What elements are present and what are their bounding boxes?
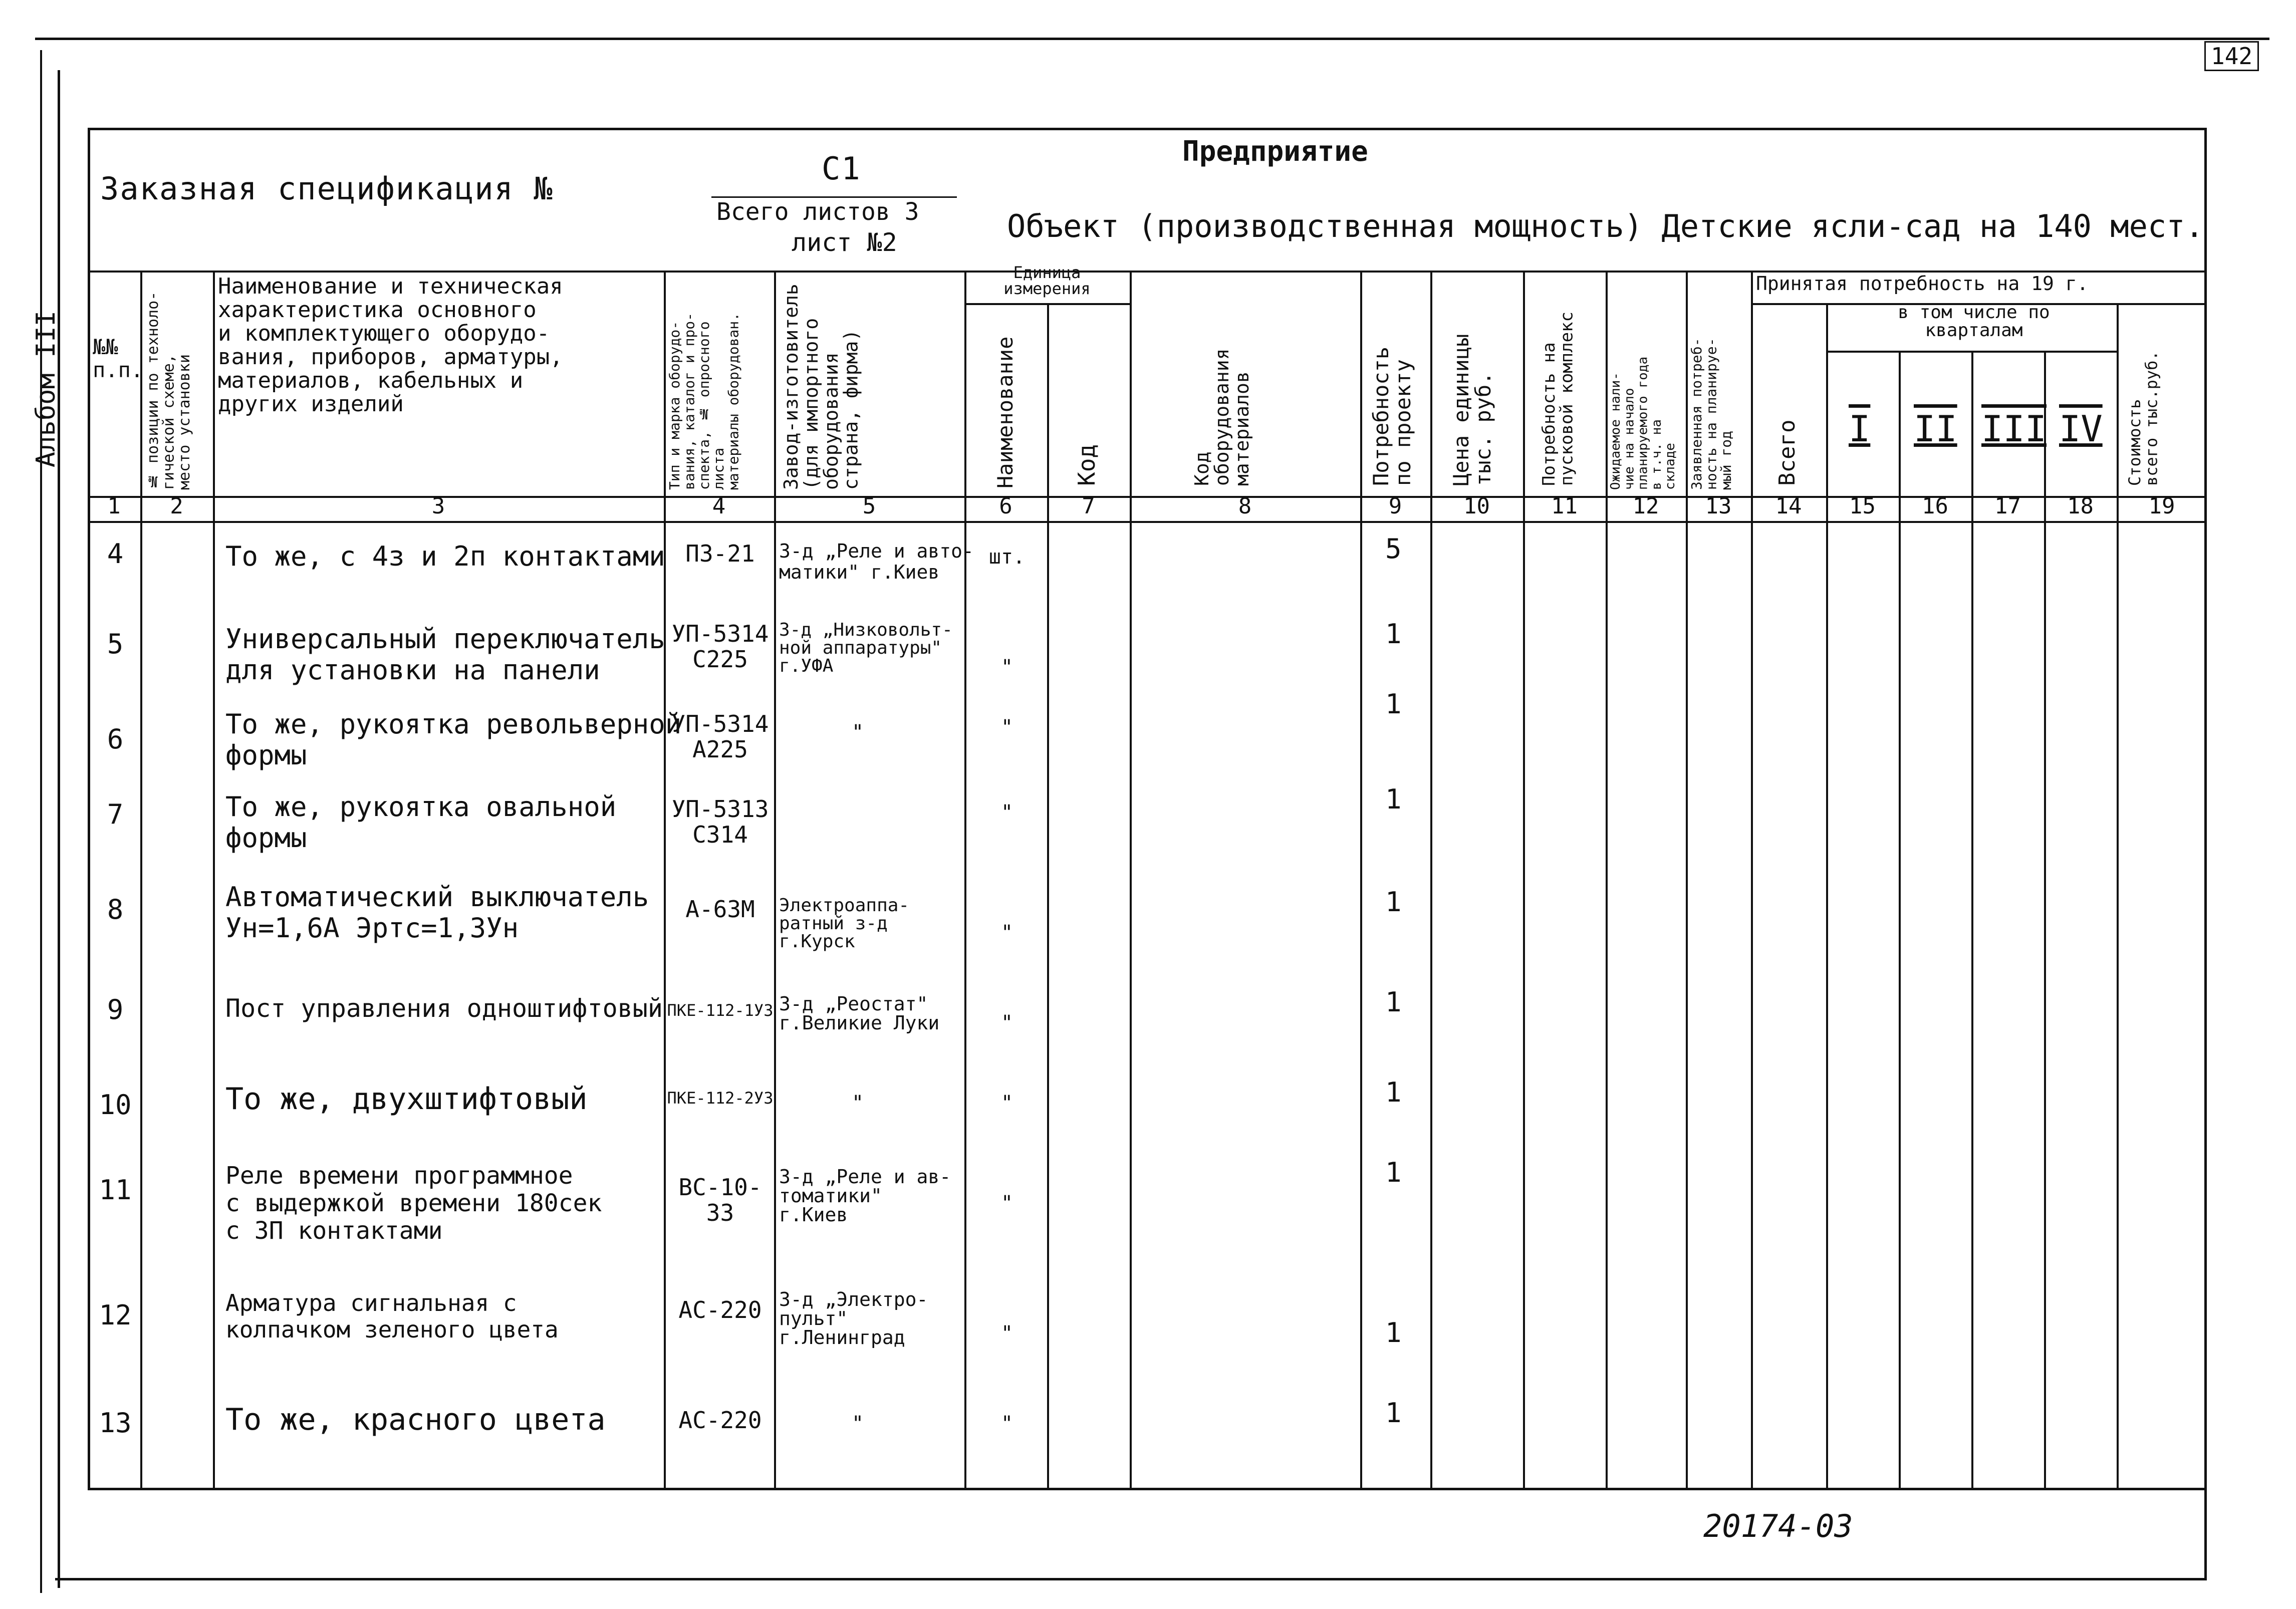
row-number: 4 <box>107 538 124 570</box>
object-label: Объект (производственная мощность) Детские ясли-сад на 140 мест. <box>1007 208 2204 244</box>
col-line <box>964 271 966 1488</box>
item-unit: " <box>1000 1322 1013 1345</box>
item-type: АС-220 <box>678 1407 762 1434</box>
row-number: 13 <box>99 1407 132 1439</box>
table-top <box>88 128 2207 130</box>
item-maker: " <box>852 1412 864 1435</box>
unit-group-header: Единица измерения <box>1003 263 1091 298</box>
item-qty: 1 <box>1385 1317 1402 1349</box>
row-number: 11 <box>99 1174 132 1206</box>
item-qty: 1 <box>1385 688 1402 720</box>
item-qty: 1 <box>1385 886 1402 918</box>
item-name: То же, рукоятка овальной формы <box>225 791 617 854</box>
item-name: Автоматический выключатель Ун=1,6А Эртс=1,3Ун <box>225 881 649 944</box>
item-maker: Электроаппа- ратный з-д г.Курск <box>779 895 910 952</box>
colnum: 13 <box>1705 493 1732 519</box>
sheet-corner-number: 142 <box>2204 41 2259 71</box>
col-line <box>1047 303 1049 1488</box>
col-line <box>213 271 215 1488</box>
item-unit: " <box>1000 1412 1013 1435</box>
row-number: 5 <box>107 628 124 660</box>
row-number: 6 <box>107 723 124 755</box>
spec-number: С1 <box>822 150 861 187</box>
col19-header: Стоимость всего тыс.руб. <box>2125 351 2161 486</box>
item-qty: 1 <box>1385 986 1402 1018</box>
colnum: 5 <box>862 493 876 519</box>
table-bottom <box>88 1488 2207 1490</box>
item-type: УП-5314 С225 <box>671 620 769 673</box>
unit-group-line <box>964 303 1130 305</box>
col13-header: Заявленная потреб- ность на планируе- мый год <box>1688 338 1734 490</box>
item-maker: З-д „Электро- пульт" г.Ленинград <box>779 1288 928 1349</box>
col-line <box>2117 303 2119 1488</box>
col-line <box>1606 271 1608 1488</box>
col3-header: Наименование и техническая характеристика основного и комплектующего оборудо- вания, приборов, арматуры, материалов, кабельных и других изделий <box>218 274 563 417</box>
item-type: УП-5314 А225 <box>671 710 769 763</box>
item-type: ПКЕ-112-1У3 <box>667 1001 774 1020</box>
col11-header: Потребность на пусковой комплекс <box>1539 312 1577 486</box>
col-line <box>1826 303 1828 1488</box>
item-unit: " <box>1000 1092 1013 1115</box>
item-unit: " <box>1000 1192 1013 1215</box>
frame-bottom <box>55 1578 2207 1580</box>
item-maker: З-д „Реле и ав- томатики" г.Киев <box>779 1166 951 1226</box>
item-qty: 1 <box>1385 1157 1402 1188</box>
col-line <box>140 271 142 1488</box>
item-unit: " <box>1000 801 1013 824</box>
col14-header: Всего <box>1774 419 1800 486</box>
colnum: 4 <box>712 493 726 519</box>
footer-code: 20174-03 <box>1703 1508 1853 1544</box>
item-type: АС-220 <box>678 1296 762 1323</box>
colnum: 3 <box>431 493 445 519</box>
item-qty: 1 <box>1385 1397 1402 1429</box>
col4-header: Тип и марка оборудо- вания, каталог и про- спекта, № опросного листа материалы оборудован. <box>666 312 742 490</box>
item-name: Пост управления одноштифтовый <box>225 994 663 1023</box>
quarters-group-line <box>1826 351 2117 353</box>
item-type: ВС-10-33 <box>678 1174 762 1226</box>
colnum: 1 <box>107 493 121 519</box>
col17-header: III <box>1981 408 2047 450</box>
frame-right <box>2204 128 2207 1580</box>
col-line <box>1686 271 1688 1488</box>
item-name: То же, красного цвета <box>225 1402 606 1437</box>
colnum: 19 <box>2148 493 2175 519</box>
item-name: Арматура сигнальная с колпачком зеленого цвета <box>225 1289 559 1343</box>
frame-left <box>58 70 60 1588</box>
colnum: 2 <box>170 493 183 519</box>
col-line <box>1360 271 1362 1488</box>
enterprise-label: Предприятие <box>1182 135 1368 168</box>
colnum: 9 <box>1388 493 1402 519</box>
item-type: УП-5313 С314 <box>671 795 769 848</box>
quarters-group-header: в том числе по кварталам <box>1898 302 2050 341</box>
left-margin-label: Альбом III <box>31 311 61 468</box>
colnum: 12 <box>1632 493 1659 519</box>
frame-outer-left <box>40 50 42 1593</box>
item-unit: " <box>1000 921 1013 944</box>
row-number: 7 <box>107 798 124 830</box>
col1-header: №№ п.п. <box>93 335 144 383</box>
col18-header: IV <box>2059 408 2103 450</box>
colnum: 16 <box>1922 493 1948 519</box>
item-type: ПЗ-21 <box>685 540 755 567</box>
sheet-number: лист №2 <box>792 228 897 257</box>
col8-header: Код оборудования материалов <box>1191 348 1253 486</box>
colnum: 7 <box>1082 493 1095 519</box>
item-name: Универсальный переключатель для установки на панели <box>225 623 665 686</box>
need-group-header: Принятая потребность на 19 г. <box>1756 273 2089 295</box>
col-line <box>1899 351 1901 1488</box>
colnum: 6 <box>999 493 1012 519</box>
row-number: 8 <box>107 894 124 925</box>
col-line <box>664 271 666 1488</box>
item-qty: 1 <box>1385 1077 1402 1108</box>
item-qty: 1 <box>1385 783 1402 815</box>
total-sheets: Всего листов 3 <box>716 198 919 226</box>
row-number: 9 <box>107 994 124 1025</box>
colnum: 15 <box>1849 493 1876 519</box>
item-maker: З-д „Реостат" г.Великие Луки <box>779 993 940 1034</box>
col-line <box>1130 271 1132 1488</box>
colnum-bottom <box>88 521 2207 523</box>
colnum: 17 <box>1994 493 2021 519</box>
col-line <box>1523 271 1525 1488</box>
colnum: 18 <box>2067 493 2094 519</box>
item-type: А-63М <box>685 896 755 923</box>
colnum: 10 <box>1463 493 1490 519</box>
col16-header: II <box>1914 408 1957 450</box>
item-qty: 1 <box>1385 618 1402 650</box>
row-number: 10 <box>99 1089 132 1121</box>
item-qty: 5 <box>1385 533 1402 565</box>
item-name: То же, двухштифтовый <box>225 1082 588 1117</box>
item-name: Реле времени программное с выдержкой времени 180сек с 3П контактами <box>225 1162 602 1245</box>
item-maker: З-д „Низковольт- ной аппаратуры" г.УФА <box>779 620 953 676</box>
col15-header: I <box>1849 408 1871 450</box>
col9-header: Потребность по проекту <box>1369 346 1416 486</box>
col-line <box>2044 351 2046 1488</box>
col2-header: № позиции по техноло- гической схеме, место установки <box>144 291 193 490</box>
item-type: ПКЕ-112-2У3 <box>667 1089 774 1108</box>
colnum: 8 <box>1238 493 1252 519</box>
item-maker: " <box>852 721 864 744</box>
col-line <box>1971 351 1973 1488</box>
frame-top <box>35 38 2269 40</box>
col-line <box>774 271 776 1488</box>
item-maker: " <box>852 1092 864 1115</box>
item-unit: шт. <box>988 546 1026 569</box>
col-line <box>1430 271 1432 1488</box>
colnum: 11 <box>1551 493 1578 519</box>
item-name: То же, рукоятка револьверной формы <box>225 708 682 771</box>
spec-title: Заказная спецификация № <box>100 170 554 207</box>
table-left <box>88 128 90 1490</box>
item-name: То же, с 4з и 2п контактами <box>225 541 665 572</box>
row-number: 12 <box>99 1299 132 1331</box>
col10-header: Цена единицы тыс. руб. <box>1449 334 1496 486</box>
col12-header: Ожидаемое нали- чие на начало планируемого года в т.ч. на складе <box>1608 356 1678 490</box>
item-unit: " <box>1000 716 1013 739</box>
col-line <box>1751 271 1753 1488</box>
col7-header: Код <box>1073 444 1100 486</box>
item-maker: З-д „Реле и авто- матики" г.Киев <box>779 540 974 583</box>
colnum: 14 <box>1775 493 1802 519</box>
col6-header: Наименование <box>993 336 1017 488</box>
col5-header: Завод-изготовитель (для импортного оборудования страна, фирма) <box>780 284 862 490</box>
item-unit: " <box>1000 656 1013 679</box>
item-unit: " <box>1000 1011 1013 1034</box>
